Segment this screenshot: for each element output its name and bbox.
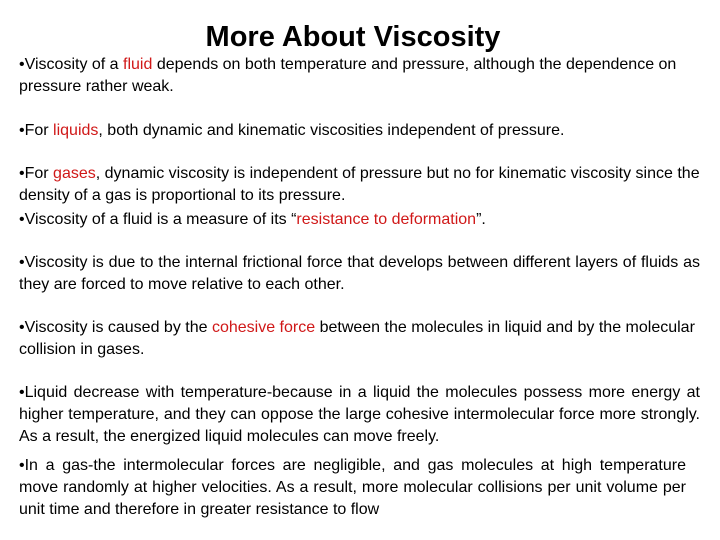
- highlight-term: liquids: [53, 122, 99, 139]
- highlight-term: resistance to deformation: [296, 211, 477, 228]
- highlight-term: gases: [53, 165, 96, 182]
- bullet-text: •Viscosity is caused by the: [19, 319, 212, 336]
- bullet-cohesive-force: [19, 317, 700, 361]
- bullet-text: ”.: [476, 211, 486, 228]
- bullet-text: between the molecules in liquid and by the molecular collision in gases.: [19, 319, 695, 358]
- bullet-text: depends on both temperature and pressure, although the dependence on pressure rather weak.: [19, 56, 677, 95]
- slide-title: More About Viscosity: [205, 21, 501, 53]
- bullet-text: •For: [19, 165, 54, 182]
- highlight-term: cohesive force: [211, 319, 316, 336]
- bullet-text: •For: [19, 122, 54, 139]
- bullet-text: , dynamic viscosity is independent of pressure but no for kinematic viscosity since the density of a gas is proportional to its pressure.: [19, 165, 700, 204]
- bullet-liquids: [19, 120, 710, 142]
- bullet-internal-friction: •Viscosity is due to the internal frictional force that develops between different layers of fluids as they are forced to move relative to each other.: [19, 254, 700, 293]
- bullet-gas-temperature: •In a gas-the intermolecular forces are negligible, and gas molecules at high temperature move randomly at higher velocities. As a result, more molecular collisions per unit volume per unit time and therefore in greater resistance to flow: [19, 457, 686, 518]
- bullet-text: , both dynamic and kinematic viscosities independent of pressure.: [98, 122, 565, 139]
- bullet-gases: [19, 163, 715, 207]
- bullet-text: •Viscosity of a: [19, 56, 124, 73]
- bullet-liquid-temperature: •Liquid decrease with temperature-because in a liquid the molecules possess more energy at higher temperature, and they can oppose the large cohesive intermolecular force more strongly. As a result, the energized liquid molecules can move freely.: [19, 384, 700, 445]
- highlight-term: fluid: [123, 56, 153, 73]
- bullet-resistance-definition: [19, 209, 710, 231]
- bullet-fluid-pressure: [19, 54, 710, 98]
- bullet-text: •Viscosity of a fluid is a measure of its “: [19, 211, 297, 228]
